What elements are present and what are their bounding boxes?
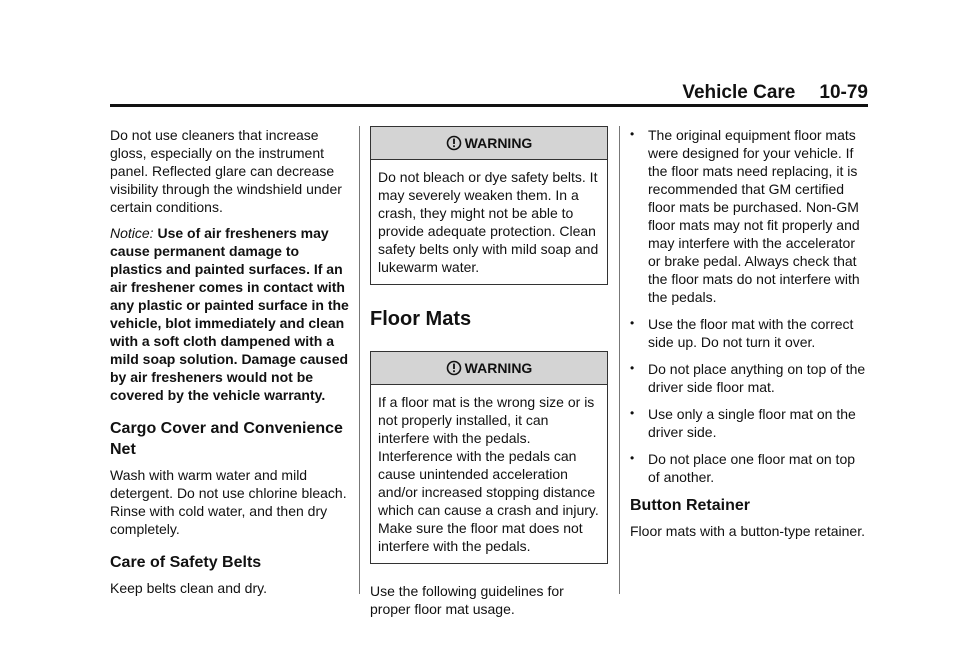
notice-text: Use of air fresheners may cause permanent damage to plastics and painted surfaces. If an air freshener comes in contact with any plastic or painted surface in the vehicle, blot immediately and clean with a soft cloth dampened with a mild soap solution. Damage caused by air fresheners would not be covered by the vehicle warranty. <box>110 225 349 403</box>
floor-mat-guidelines-list <box>630 126 868 486</box>
floor-mats-heading: Floor Mats <box>370 308 472 330</box>
page-header <box>110 82 868 104</box>
list-item <box>630 360 868 396</box>
notice-label: Notice: <box>110 225 154 241</box>
button-retainer-paragraph: Floor mats with a button-type retainer. <box>630 523 865 539</box>
page-number: 10-79 <box>819 82 868 103</box>
cargo-paragraph: Wash with warm water and mild detergent. Do not use chlorine bleach. Rinse with cold water, and then dry completely. <box>110 467 347 537</box>
column-1 <box>110 126 350 605</box>
list-item <box>630 315 868 351</box>
column-2 <box>370 126 608 626</box>
list-item <box>630 126 868 306</box>
cargo-heading: Cargo Cover and Convenience Net <box>110 420 343 458</box>
section-title: Vehicle Care <box>682 82 796 103</box>
column-divider-1 <box>359 126 360 594</box>
warning-icon <box>446 135 462 151</box>
button-retainer-heading: Button Retainer <box>630 497 750 514</box>
list-item-text: Do not place one floor mat on top of another. <box>648 451 856 485</box>
bullet-icon: • <box>630 361 635 375</box>
warning-box-belts <box>370 126 608 285</box>
list-item-text: Do not place anything on top of the driver side floor mat. <box>648 361 866 395</box>
bullet-icon: • <box>630 406 635 420</box>
warning-box-floor-mats <box>370 351 608 564</box>
intro-paragraph: Do not use cleaners that increase gloss, especially on the instrument panel. Reflected glare can decrease visibility through the windshield under certain conditions. <box>110 127 342 215</box>
list-item <box>630 405 868 441</box>
column-divider-2 <box>619 126 620 594</box>
belts-heading: Care of Safety Belts <box>110 554 262 571</box>
list-item-text: Use the floor mat with the correct side up. Do not turn it over. <box>648 316 854 350</box>
warning-header <box>371 127 607 160</box>
bullet-icon: • <box>630 451 635 465</box>
warning-body: Do not bleach or dye safety belts. It may severely weaken them. In a crash, they might not be able to provide adequate protection. Clean safety belts only with mild soap and lukewarm water. <box>378 169 599 275</box>
belts-paragraph: Keep belts clean and dry. <box>110 580 267 596</box>
warning-body: If a floor mat is the wrong size or is not properly installed, it can interfere with the pedals. Interference with the pedals can cause unintended acceleration and/or increased stopping distance which can cause a crash and injury. Make sure the floor mat does not interfere with the pedals. <box>378 394 599 554</box>
bullet-icon: • <box>630 316 635 330</box>
header-rule <box>110 104 868 107</box>
warning-header <box>371 352 607 385</box>
warning-title: WARNING <box>464 360 533 376</box>
notice-paragraph <box>110 224 350 404</box>
column-3 <box>630 126 868 548</box>
guidelines-paragraph: Use the following guidelines for proper floor mat usage. <box>370 583 564 617</box>
list-item-text: Use only a single floor mat on the driver side. <box>648 406 856 440</box>
bullet-icon: • <box>630 127 635 141</box>
warning-title: WARNING <box>464 135 533 151</box>
warning-icon <box>446 360 462 376</box>
list-item-text: The original equipment floor mats were designed for your vehicle. If the floor mats need replacing, it is recommended that GM certified floor mats be purchased. Non-GM floor mats may not fit properly and may interfere with the accelerator or brake pedal. Always check that the floor mats do not interfere with the pedals. <box>648 127 860 305</box>
list-item <box>630 450 868 486</box>
